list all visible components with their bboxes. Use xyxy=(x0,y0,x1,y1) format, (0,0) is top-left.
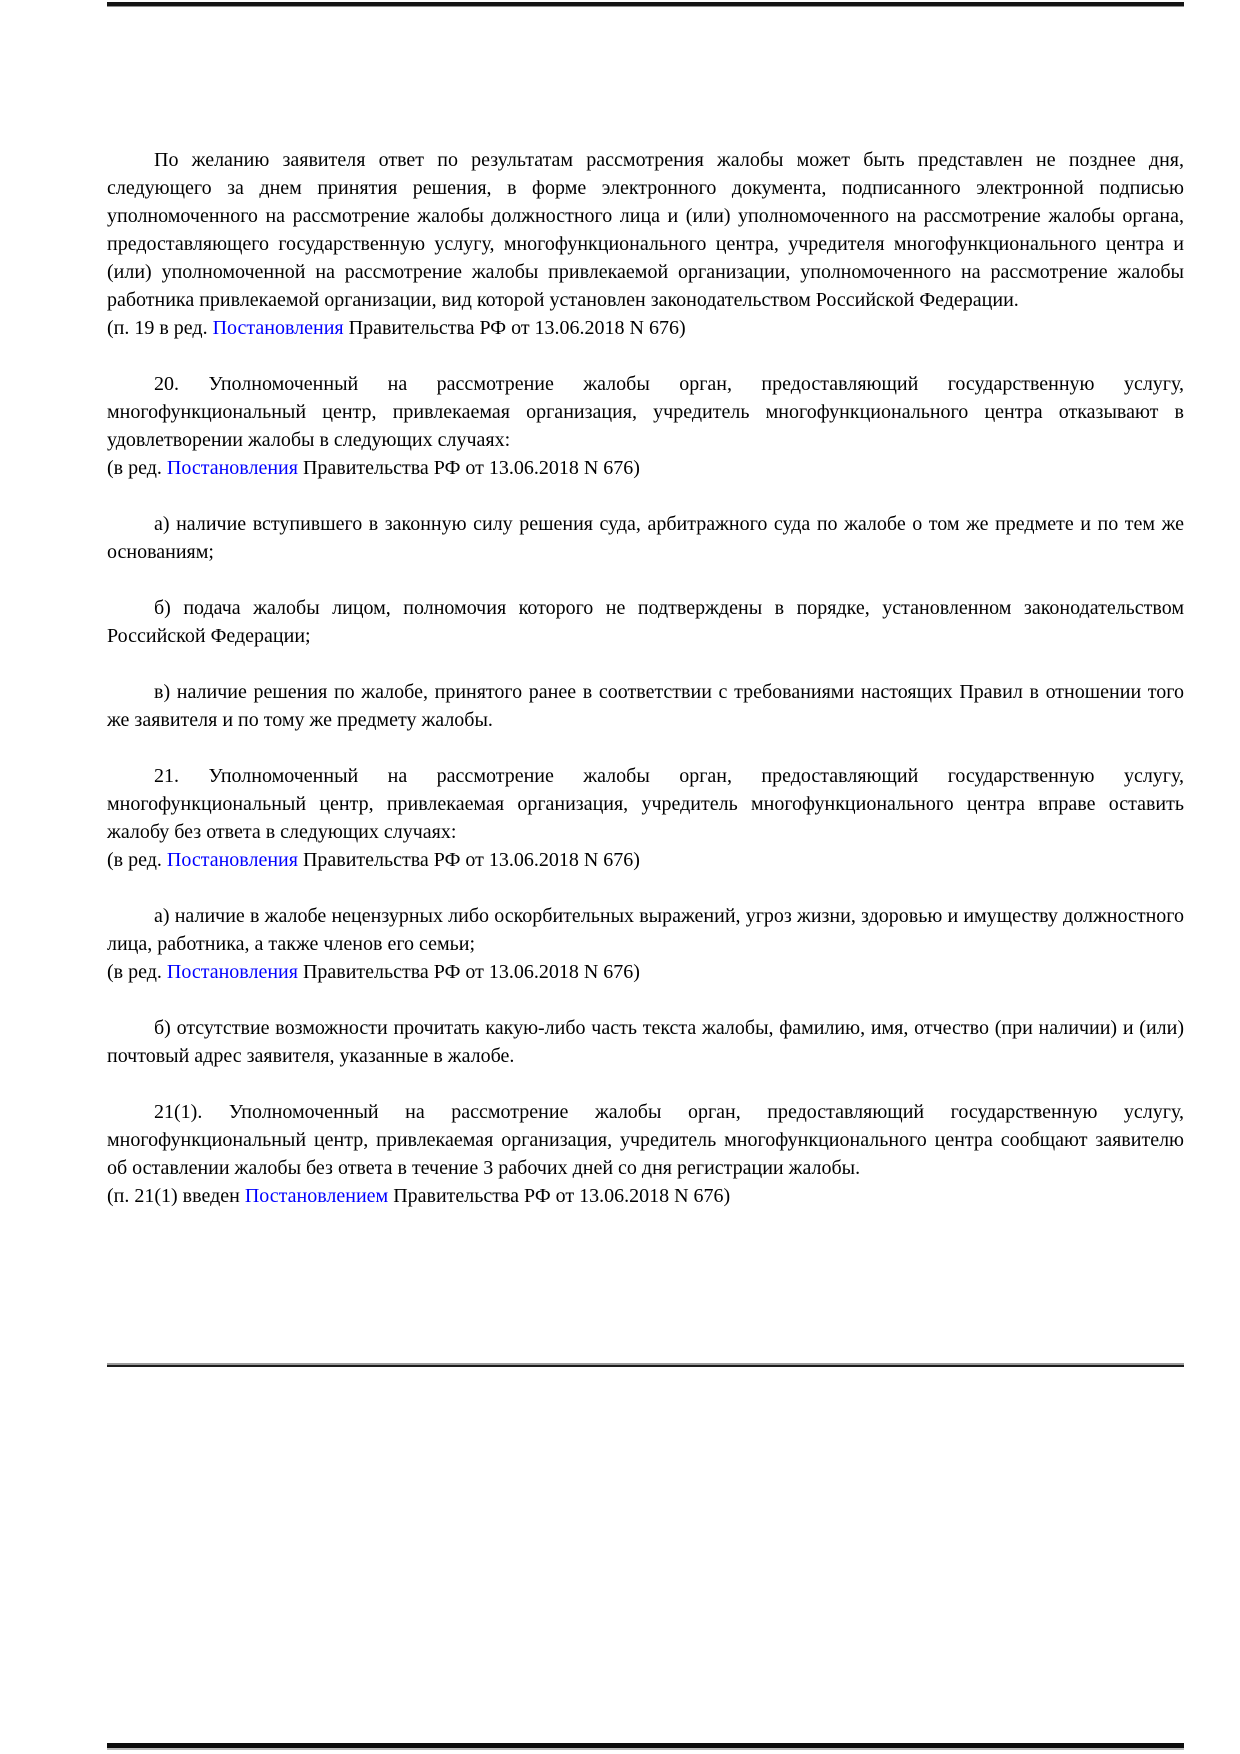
paragraph-19-body: По желанию заявителя ответ по результатам рассмотрения жалобы может быть представлен не позднее дня, следующего за днем принятия решения, в форме электронного документа, подписанного электронной подписью уполномоченного на рассмотрение жалобы должностного лица и (или) уполномоченного на рассмотрение жалобы органа, предоставляющего государственную услугу, многофункционального центра, учредителя многофункционального центра и (или) уполномоченной на рассмотрение жалобы привлекаемой организации, уполномоченного на рассмотрение жалобы работника привлекаемой организации, вид которой установлен законодательством Российской Федерации. xyxy=(107,149,1184,311)
subclause-20-v xyxy=(107,678,1184,734)
paragraph-19-amendment-note xyxy=(107,314,1184,342)
section-divider-rule xyxy=(107,1363,1184,1367)
postanovlenie-link[interactable]: Постановления xyxy=(212,317,344,339)
note-suffix: Правительства РФ от 13.06.2018 N 676) xyxy=(297,849,640,871)
clause-21-1-body: 21(1). Уполномоченный на рассмотрение жалобы орган, предоставляющий государственную услугу, многофункциональный центр, привлекаемая организация, учредитель многофункционального центра сообщают заявителю об оставлении жалобы без ответа в течение 3 рабочих дней со дня регистрации жалобы. xyxy=(107,1101,1184,1179)
postanovlenie-link[interactable]: Постановления xyxy=(166,961,298,983)
subclause-21-a-amendment-note xyxy=(107,958,1184,986)
top-rule xyxy=(107,2,1184,7)
clause-21-body: 21. Уполномоченный на рассмотрение жалобы орган, предоставляющий государственную услугу, многофункциональный центр, привлекаемая организация, учредитель многофункционального центра вправе оставить жалобу без ответа в следующих случаях: xyxy=(107,765,1184,843)
clause-21-amendment-note xyxy=(107,846,1184,874)
subclause-20-b-body: б) подача жалобы лицом, полномочия которого не подтверждены в порядке, установленном законодательством Российской Федерации; xyxy=(107,597,1184,647)
clause-20-body: 20. Уполномоченный на рассмотрение жалобы орган, предоставляющий государственную услугу, многофункциональный центр, привлекаемая организация, учредитель многофункционального центра отказывают в удовлетворении жалобы в следующих случаях: xyxy=(107,373,1184,451)
bottom-rule xyxy=(107,1743,1184,1750)
paragraph-19 xyxy=(107,146,1184,342)
postanovlenie-link[interactable]: Постановления xyxy=(166,849,298,871)
note-prefix: (п. 19 в ред. xyxy=(107,317,213,339)
note-suffix: Правительства РФ от 13.06.2018 N 676) xyxy=(297,457,640,479)
document-text xyxy=(107,146,1184,1238)
note-prefix: (в ред. xyxy=(107,961,167,983)
clause-21-1-amendment-note xyxy=(107,1182,1184,1210)
subclause-21-b xyxy=(107,1014,1184,1070)
subclause-21-a-body: а) наличие в жалобе нецензурных либо оскорбительных выражений, угроз жизни, здоровью и имуществу должностного лица, работника, а также членов его семьи; xyxy=(107,905,1184,955)
postanovlenie-link[interactable]: Постановлением xyxy=(244,1185,389,1207)
subclause-21-a xyxy=(107,902,1184,986)
clause-21 xyxy=(107,762,1184,874)
subclause-20-b xyxy=(107,594,1184,650)
clause-20 xyxy=(107,370,1184,482)
subclause-21-b-body: б) отсутствие возможности прочитать какую-либо часть текста жалобы, фамилию, имя, отчество (при наличии) и (или) почтовый адрес заявителя, указанные в жалобе. xyxy=(107,1017,1184,1067)
clause-20-amendment-note xyxy=(107,454,1184,482)
note-prefix: (в ред. xyxy=(107,849,167,871)
subclause-20-v-body: в) наличие решения по жалобе, принятого ранее в соответствии с требованиями настоящих Правил в отношении того же заявителя и по тому же предмету жалобы. xyxy=(107,681,1184,731)
note-prefix: (в ред. xyxy=(107,457,167,479)
subclause-20-a-body: а) наличие вступившего в законную силу решения суда, арбитражного суда по жалобе о том же предмете и по тем же основаниям; xyxy=(107,513,1184,563)
postanovlenie-link[interactable]: Постановления xyxy=(166,457,298,479)
note-suffix: Правительства РФ от 13.06.2018 N 676) xyxy=(297,961,640,983)
subclause-20-a xyxy=(107,510,1184,566)
clause-21-1 xyxy=(107,1098,1184,1210)
note-prefix: (п. 21(1) введен xyxy=(107,1185,245,1207)
note-suffix: Правительства РФ от 13.06.2018 N 676) xyxy=(343,317,686,339)
note-suffix: Правительства РФ от 13.06.2018 N 676) xyxy=(388,1185,731,1207)
